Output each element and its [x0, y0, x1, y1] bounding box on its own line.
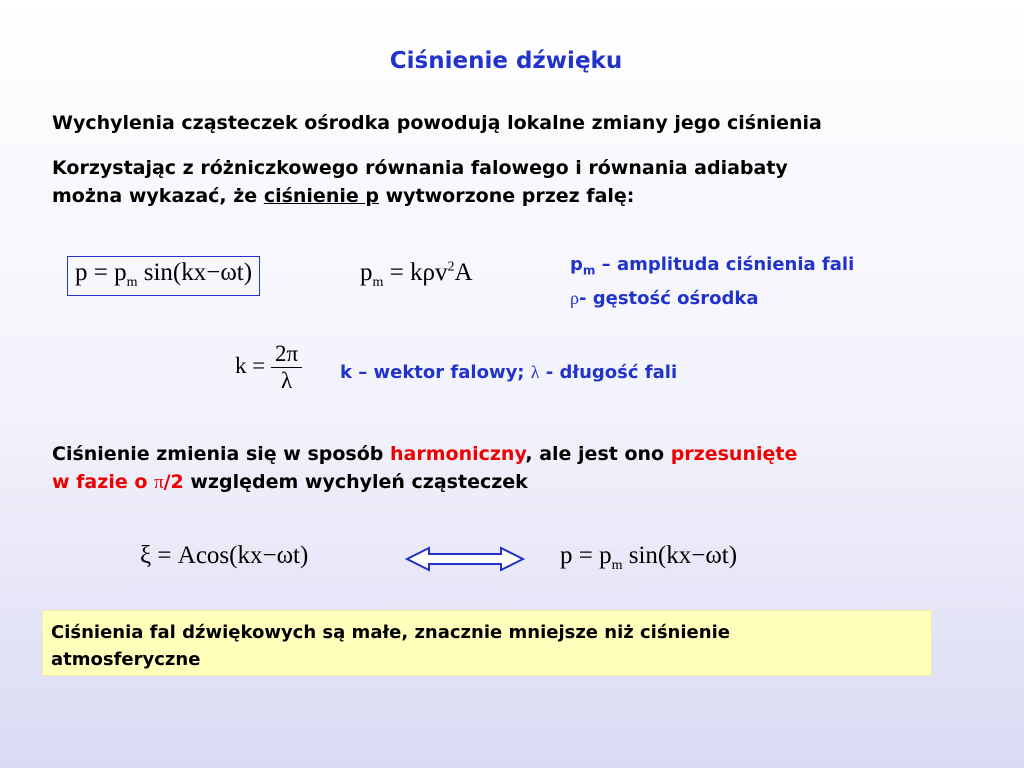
derivation-text-before: można wykazać, że [52, 185, 264, 207]
wave-number-description [340, 358, 677, 387]
wave-number-formula [235, 341, 302, 394]
phase-harmonic: harmoniczny [390, 443, 526, 465]
formula-p-pm: p [114, 259, 127, 286]
formula-p-sub: m [126, 275, 138, 290]
legend-density [570, 285, 854, 312]
legend-p: p [570, 254, 583, 275]
double-arrow-icon [405, 545, 525, 573]
k-desc-part1: k – wektor falowy; [340, 362, 531, 383]
k-desc-part2: - długość fali [539, 362, 678, 383]
formula-p-lhs: p [75, 259, 88, 286]
derivation-paragraph [52, 154, 788, 210]
legend-density-text: - gęstość ośrodka [578, 287, 759, 309]
symbol-legend [570, 251, 854, 312]
formula-pm-a: A [454, 259, 473, 286]
derivation-line-2 [52, 182, 788, 210]
phase-shifted: przesunięte [670, 443, 798, 465]
pressure-amplitude-formula [360, 259, 473, 291]
phase-text-3: względem wychyleń cząsteczek [183, 471, 528, 493]
phase-half: /2 [163, 471, 184, 493]
formula-k-fraction [271, 341, 302, 394]
formula-k-eq: = [252, 352, 266, 378]
phase-in-phase: w fazie o [52, 471, 154, 493]
note-line-1: Ciśnienia fal dźwiękowych są małe, znacznie mniejsze niż ciśnienie [51, 622, 730, 643]
formula-pm-sub: m [372, 275, 384, 290]
k-desc-lambda: λ [530, 362, 540, 382]
phase-text-2: , ale jest ono [525, 443, 671, 465]
formula-p-eq: = [93, 259, 108, 286]
formula-p-rest: sin(kx−ωt) [143, 259, 253, 286]
formula-p2-lhs: p [560, 542, 573, 569]
derivation-underlined-term: ciśnienie p [263, 185, 379, 207]
formula-k-numerator: 2π [271, 341, 302, 368]
legend-rho: ρ [570, 287, 579, 308]
formula-p2-rest: sin(kx−ωt) [628, 542, 738, 569]
phase-line-1 [52, 440, 797, 468]
formula-xi-eq: = [157, 542, 172, 569]
formula-k-denominator: λ [280, 368, 293, 393]
formula-xi: ξ [140, 542, 152, 569]
formula-p2-eq: = [578, 542, 593, 569]
formula-k-lhs: k [235, 352, 247, 378]
phase-pi: π [154, 472, 164, 493]
phase-text-1: Ciśnienie zmienia się w sposób [52, 443, 390, 465]
formula-pm-eq: = [389, 259, 404, 286]
legend-amplitude [570, 251, 854, 285]
displacement-formula [140, 542, 308, 570]
conclusion-note [42, 610, 932, 676]
pressure-wave-formula [67, 256, 260, 296]
formula-pm-p: p [360, 259, 373, 286]
phase-line-2 [52, 468, 797, 497]
derivation-line-1: Korzystając z różniczkowego równania falowego i równania adiabaty [52, 157, 788, 179]
slide-title: Ciśnienie dźwięku [389, 48, 623, 74]
legend-sub: m [582, 263, 596, 278]
legend-amplitude-text: – amplituda ciśnienia fali [595, 254, 855, 275]
intro-text: Wychylenia cząsteczek ośrodka powodują lokalne zmiany jego ciśnienia [52, 112, 822, 134]
formula-pm-sup: 2 [447, 259, 455, 275]
derivation-text-after: wytworzone przez falę: [378, 185, 635, 207]
formula-pm-krhov: kρv [410, 259, 448, 286]
pressure-formula-repeat [560, 542, 737, 574]
formula-xi-rest: Acos(kx−ωt) [177, 542, 309, 569]
note-line-2: atmosferyczne [51, 649, 201, 670]
intro-paragraph [52, 109, 822, 137]
formula-p2-sub: m [611, 558, 623, 573]
phase-paragraph [52, 440, 797, 497]
formula-p2-pm: p [599, 542, 612, 569]
